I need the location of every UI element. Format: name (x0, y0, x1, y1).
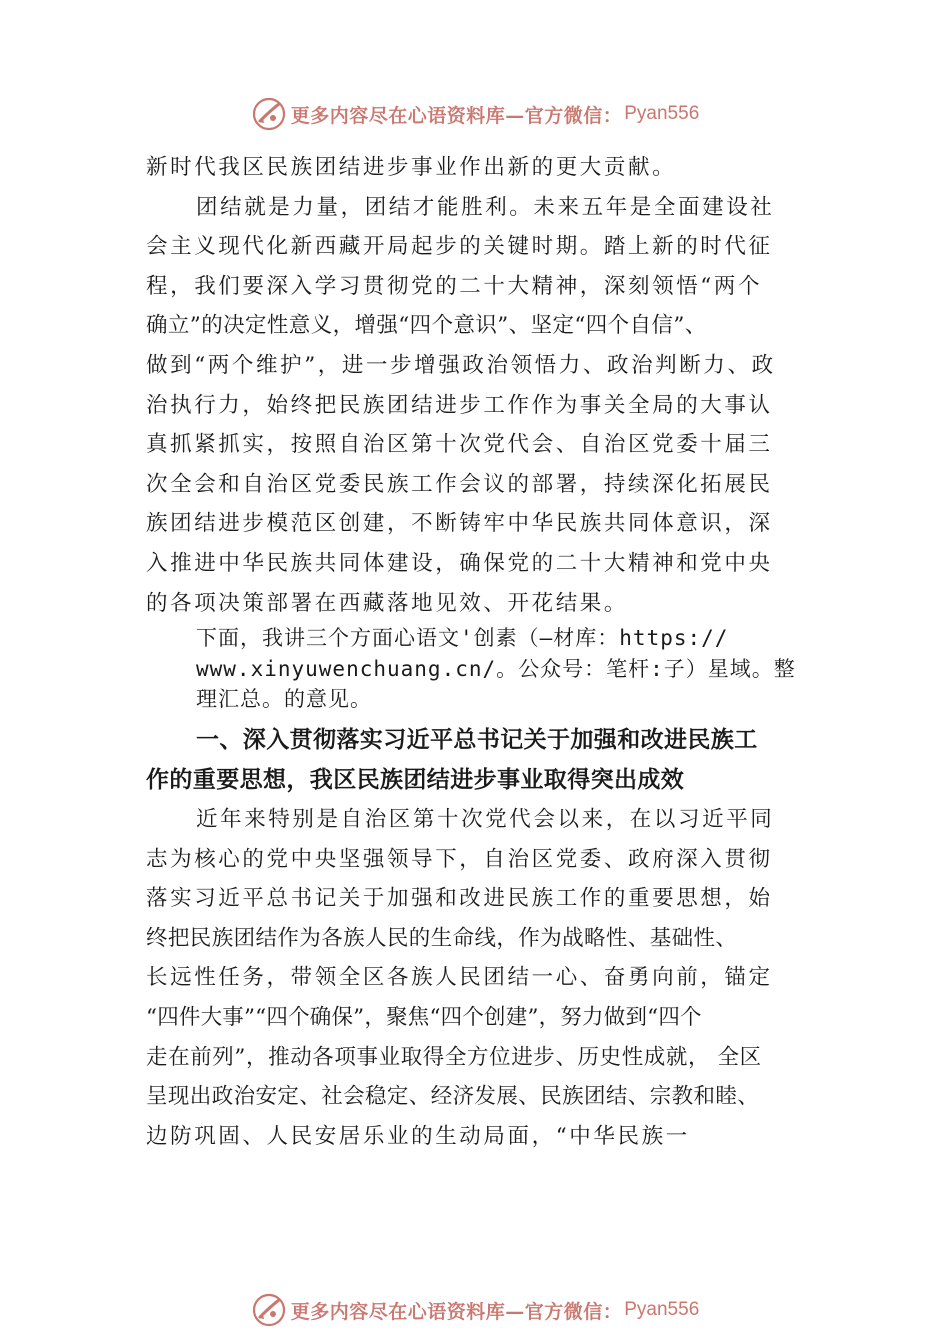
note-line: 下面，我讲三个方面心语文'创素（—材库：https:// (196, 626, 729, 651)
header-banner (0, 94, 950, 134)
text-line: 长远性任务，带领全区各族人民团结一心、奋勇向前，锚定 (146, 965, 773, 991)
text-line: 真抓紧抓实，按照自治区第十次党代会、自治区党委十届三 (146, 432, 773, 458)
text-line: 近年来特别是自治区第十次党代会以来，在以习近平同 (196, 807, 775, 833)
inserted-note (146, 623, 826, 715)
document-body (146, 148, 826, 1156)
text-line: 呈现出政治安定、社会稳定、经济发展、民族团结、宗教和睦、 (146, 1084, 760, 1110)
text-line: 的各项决策部署在西藏落地见效、开花结果。 (146, 590, 629, 616)
paragraph-3 (146, 800, 826, 1156)
header-wechat-id: Pyan556 (624, 103, 700, 124)
text-line: 终把民族团结作为各族人民的生命线，作为战略性、基础性、 (146, 925, 738, 951)
text-line: 入推进中华民族共同体建设，确保党的二十大精神和党中央 (146, 550, 773, 576)
text-line: 次全会和自治区党委民族工作会议的部署，持续深化拓展民 (146, 471, 773, 497)
brush-pen-logo-icon (251, 1292, 287, 1328)
paragraph-1 (146, 148, 826, 188)
header-banner-text: 更多内容尽在心语资料库—官方微信： (290, 104, 623, 127)
text-line: 志为核心的党中央坚强领导下，自治区党委、政府深入贯彻 (146, 846, 773, 872)
brush-pen-logo-icon (251, 96, 287, 132)
text-line: 新时代我区民族团结进步事业作出新的更大贡献。 (146, 155, 677, 180)
text-line: 会主义现代化新西藏开局起步的关键时期。踏上新的时代征 (146, 234, 773, 260)
note-line: www.xinyuwenchuang.cn/。公众号：笔杆:子）星域。整 (196, 656, 796, 681)
text-line: 边防巩固、人民安居乐业的生动局面，“中华民族一 (146, 1123, 690, 1149)
text-line: 团结就是力量，团结才能胜利。未来五年是全面建设社 (196, 194, 775, 220)
section-heading (146, 721, 826, 800)
heading-line: 作的重要思想，我区民族团结进步事业取得突出成效 (146, 766, 685, 793)
text-line: 落实习近平总书记关于加强和改进民族工作的重要思想，始 (146, 886, 773, 912)
note-line: 理汇总。的意见。 (196, 687, 372, 712)
paragraph-2 (146, 188, 826, 624)
footer-banner (0, 1290, 950, 1330)
text-line: 走在前列”，推动各项事业取得全方位进步、历史性成就， 全区 (146, 1044, 762, 1070)
footer-banner-text: 更多内容尽在心语资料库—官方微信： (290, 1300, 623, 1323)
text-line: “四件大事”“四个确保”，聚焦“四个创建”，努力做到“四个 (146, 1005, 702, 1031)
text-line: 做到“两个维护”，进一步增强政治领悟力、政治判断力、政 (146, 352, 776, 378)
text-line: 族团结进步模范区创建，不断铸牢中华民族共同体意识，深 (146, 511, 773, 537)
text-line: 程，我们要深入学习贯彻党的二十大精神，深刻领悟“两个 (146, 273, 763, 299)
heading-line: 一、深入贯彻落实习近平总书记关于加强和改进民族工 (196, 726, 758, 753)
footer-wechat-id: Pyan556 (624, 1299, 700, 1320)
text-line: 确立”的决定性意义，增强“四个意识”、坚定“四个自信”、 (146, 313, 707, 339)
text-line: 治执行力，始终把民族团结进步工作作为事关全局的大事认 (146, 392, 773, 418)
